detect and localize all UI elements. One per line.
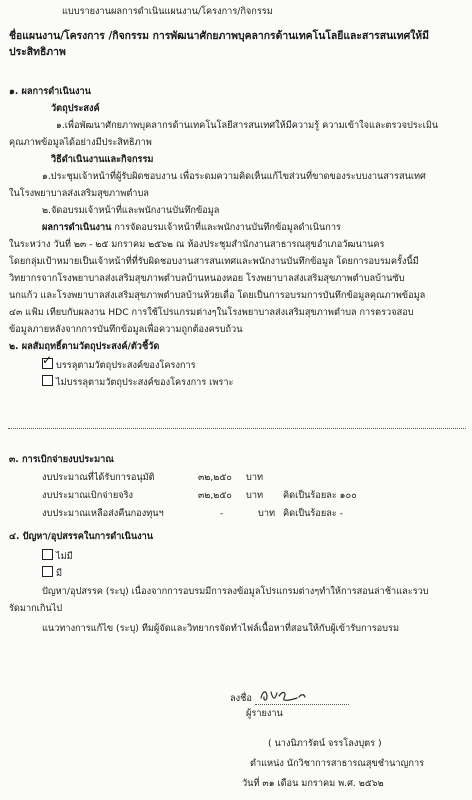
result-first-text: การจัดอบรมเจ้าหน้าที่และพนักงานบันทึกข้อมูลดำเนินการ: [111, 222, 341, 233]
option-not-achieved[interactable]: [42, 375, 233, 389]
section3-heading: ๓. การเบิกจ่ายงบประมาณ: [9, 454, 114, 465]
budget-row-amount: -: [220, 508, 224, 519]
result-line: ข้อมูลภายหลังจากการบันทึกข้อมูลเพื่อความถูกต้องครบถ้วน: [9, 324, 243, 335]
budget-row-amount: ๓๒,๒๕๐: [198, 490, 232, 501]
result-line: ๔๓ แฟ้ม เทียบกับผลงาน HDC การใช้โปรแกรมต่างๆในโรงพยาบาลส่งเสริมสุขภาพตำบล การตรวจสอบ: [9, 307, 414, 318]
section4-heading: ๔. ปัญหา/อุปสรรคในการดำเนินงาน: [9, 531, 154, 542]
handwritten-signature: [257, 688, 309, 704]
problem-line1: ปัญหา/อุปสรรค (ระบุ) เนื่องจากการอบรมมีการลงข้อมูลโปรแกรมต่างๆทำให้การสอนล่าช้าและรวบ: [42, 586, 429, 597]
section1-heading: ๑. ผลการดำเนินงาน: [9, 86, 91, 97]
result-first-line: [42, 222, 341, 234]
signature-field: [255, 693, 349, 705]
report-date: วันที่ ๓๑ เดือน มกราคม พ.ศ. ๒๕๖๒: [242, 778, 384, 789]
achieved-checkbox[interactable]: [42, 353, 53, 369]
budget-row-unit: บาท: [246, 472, 264, 483]
objective-line2: คุณภาพข้อมูลได้อย่างมีประสิทธิภาพ: [9, 137, 152, 148]
reporter-name: ( นางนิภารัตน์ จรรโลงบุตร ): [268, 738, 382, 749]
result-line: โดยกลุ่มเป้าหมายเป็นเจ้าหน้าที่ที่รับผิดชอบงานสารสนเทศและพนักงานบันทึกข้อมูล โดยการอบรมครั้งนี้มี: [9, 256, 419, 267]
objective-line1: ๑.เพื่อพัฒนาศักยภาพบุคลากรด้านเทคโนโลยีสารสนเทศให้มีความรู้ ความเข้าใจและตรวจประเมิน: [56, 120, 439, 131]
budget-row-amount: ๓๒,๒๕๐: [198, 472, 232, 483]
solution-line: แนวทางการแก้ไข (ระบุ) ทีมผู้จัดและวิทยากรจัดทำไฟล์เนื้อหาที่สอนให้กับผู้เข้ารับการอบรม: [42, 623, 400, 634]
project-name-line2: ประสิทธิภาพ: [9, 46, 66, 58]
checkmark-icon: ✓: [42, 353, 53, 367]
budget-row-unit: บาท: [246, 490, 264, 501]
reporter-label: ผู้รายงาน: [246, 708, 283, 719]
method-heading: วิธีดำเนินงานและกิจกรรม: [51, 154, 154, 165]
method2-line: ๒.จัดอบรมเจ้าหน้าที่และพนักงานบันทึกข้อมูล: [42, 205, 220, 216]
option-no-problem[interactable]: [42, 549, 73, 563]
reporter-position: ตำแหน่ง นักวิชาการสาธารณสุขชำนาญการ: [250, 758, 425, 769]
project-name-line1: ชื่อแผนงาน/โครงการ /กิจกรรม การพัฒนาศักยภาพบุคลากรด้านเทคโนโลยีและสารสนเทศให้มี: [9, 30, 429, 42]
not-achieved-label: ไม่บรรลุตามวัตถุประสงค์ของโครงการ เพราะ: [56, 377, 234, 388]
section-divider: [8, 428, 466, 429]
no-problem-checkbox[interactable]: [42, 549, 53, 560]
sign-label: ลงชื่อ: [230, 693, 252, 704]
achieved-label: บรรลุตามวัตถุประสงค์ของโครงการ: [56, 360, 196, 371]
result-line: วิทยากรจากโรงพยาบาลส่งเสริมสุขภาพตำบลบ้านหนองหอย โรงพยาบาลส่งเสริมสุขภาพตำบลบ้านซับ: [9, 273, 405, 284]
budget-row-label: งบประมาณเหลือส่งคืนกองทุนฯ: [42, 508, 164, 519]
method1-line1: ๑.ประชุมเจ้าหน้าที่ผู้รับผิดชอบงาน เพื่อระดมความคิดเห็นแก้ไขส่วนที่ขาดของระบบงานสารสนเทศ: [42, 171, 426, 182]
result-line: ในระหว่าง วันที่ ๒๓ - ๒๕ มกราคม ๒๕๖๒ ณ ห้องประชุมสำนักงานสาธารณสุขอำเภอวัฒนานคร: [9, 239, 385, 250]
budget-row-note: คิดเป็นร้อยละ -: [283, 508, 344, 519]
has-problem-checkbox[interactable]: [42, 566, 53, 577]
has-problem-label: มี: [56, 568, 63, 579]
result-label: ผลการดำเนินงาน: [42, 222, 112, 233]
not-achieved-checkbox[interactable]: [42, 375, 53, 386]
budget-row-unit: บาท: [258, 508, 276, 519]
section2-heading: ๒. ผลสัมฤทธิ์ตามวัตถุประสงค์/ตัวชี้วัด: [9, 341, 160, 352]
objective-heading: วัตถุประสงค์: [51, 103, 100, 114]
signature-line: [230, 688, 349, 705]
document-title: แบบรายงานผลการดำเนินแผนงาน/โครงการ/กิจกรรม: [62, 6, 273, 17]
result-line: นกแก้ว และโรงพยาบาลส่งเสริมสุขภาพตำบลบ้านห้วยเดื่อ โดยเป็นการอบรมการบันทึกข้อมูลคุณภาพข้อมูล: [9, 290, 426, 301]
option-achieved[interactable]: [42, 353, 196, 372]
option-has-problem[interactable]: [42, 566, 62, 580]
budget-row-note: คิดเป็นร้อยละ ๑๐๐: [283, 490, 357, 501]
method1-line2: ในโรงพยาบาลส่งเสริมสุขภาพตำบล: [9, 188, 149, 199]
problem-line2: รัดมากเกินไป: [9, 603, 63, 614]
no-problem-label: ไม่มี: [56, 551, 73, 562]
budget-row-label: งบประมาณที่ได้รับการอนุมัติ: [42, 472, 155, 483]
budget-row-label: งบประมาณเบิกจ่ายจริง: [42, 490, 134, 501]
